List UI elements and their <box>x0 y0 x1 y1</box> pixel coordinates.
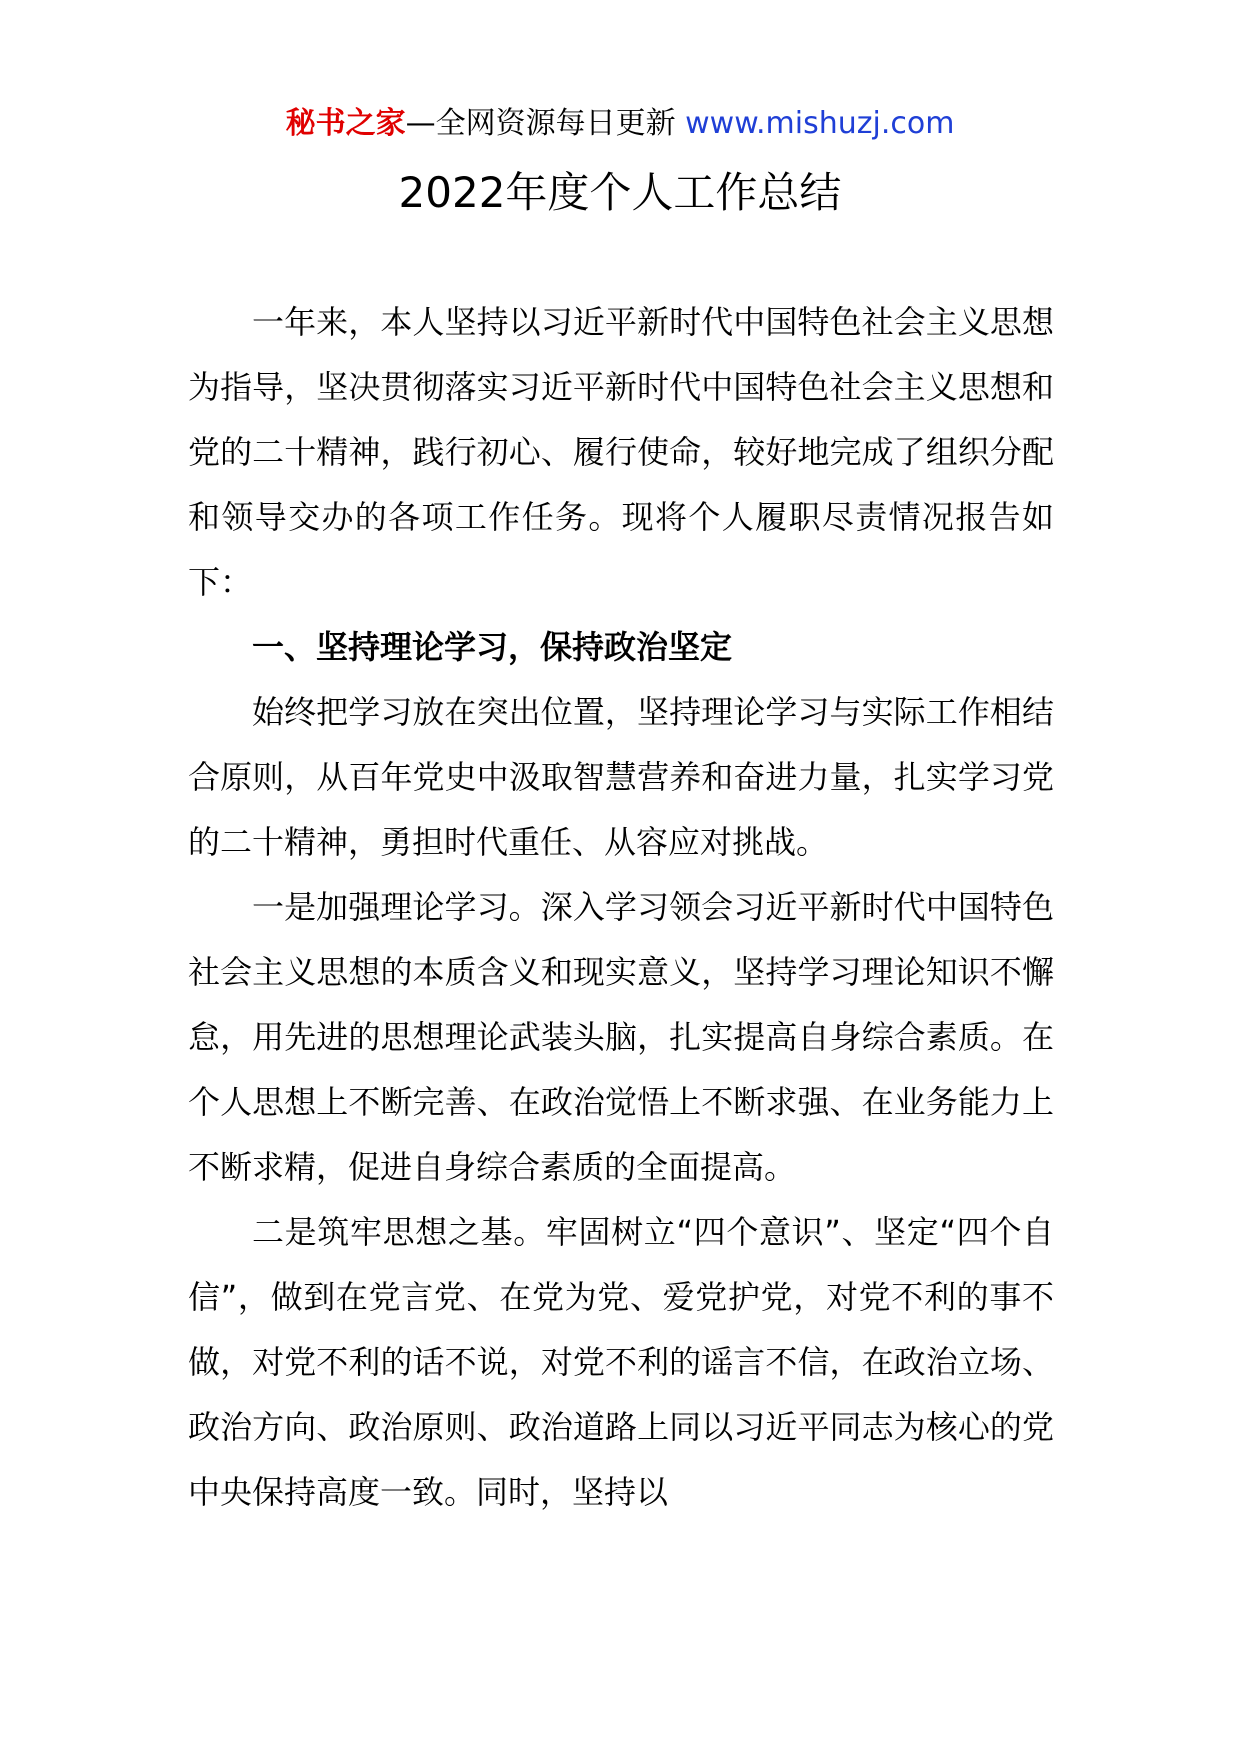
point-two-paragraph: 二是筑牢思想之基。牢固树立“四个意识”、坚定“四个自信”，做到在党言党、在党为党、爱党护党，对党不利的事不做，对党不利的话不说，对党不利的谣言不信，在政治立场、政治方向、政治原则、政治道路上同以习近平同志为核心的党中央保持高度一致。同时，坚持以 <box>188 1213 1054 1511</box>
intro-paragraph: 一年来，本人坚持以习近平新时代中国特色社会主义思想为指导，坚决贯彻落实习近平新时代中国特色社会主义思想和党的二十精神，践行初心、履行使命，较好地完成了组织分配和领导交办的各项工作任务。现将个人履职尽责情况报告如下： <box>188 303 1054 601</box>
section-heading: 一、坚持理论学习，保持政治坚定 <box>252 628 733 666</box>
document-body <box>188 290 1054 1525</box>
site-url-link[interactable]: www.mishuzj.com <box>685 106 955 141</box>
section-paragraph: 始终把学习放在突出位置，坚持理论学习与实际工作相结合原则，从百年党史中汲取智慧营养和奋进力量，扎实学习党的二十精神，勇担时代重任、从容应对挑战。 <box>188 693 1054 861</box>
point-one-paragraph: 一是加强理论学习。深入学习领会习近平新时代中国特色社会主义思想的本质含义和现实意义，坚持学习理论知识不懈怠，用先进的思想理论武装头脑，扎实提高自身综合素质。在个人思想上不断完善、在政治觉悟上不断求强、在业务能力上不断求精，促进自身综合素质的全面提高。 <box>188 888 1054 1186</box>
header-tagline: —全网资源每日更新 <box>405 106 676 141</box>
document-title: 2022年度个人工作总结 <box>398 168 842 217</box>
brand-name: 秘书之家 <box>285 106 406 141</box>
site-header <box>0 102 1240 146</box>
